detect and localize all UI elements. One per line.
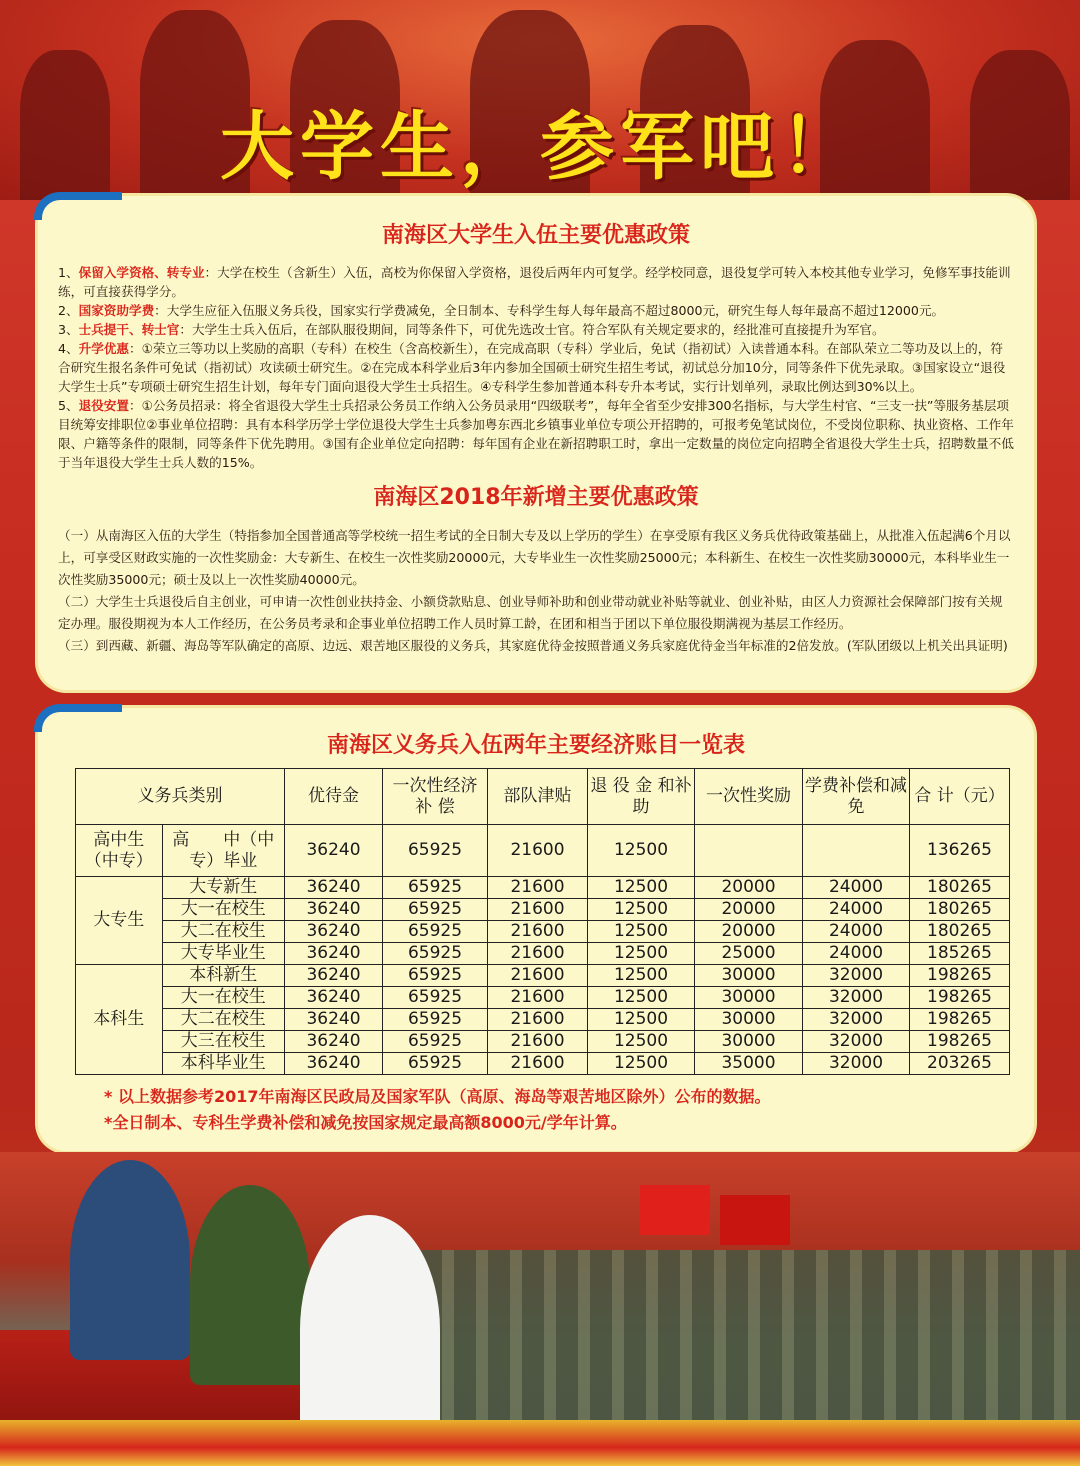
value-cell: 25000 bbox=[695, 943, 803, 965]
value-cell: 21600 bbox=[488, 1031, 588, 1053]
value-cell: 32000 bbox=[803, 987, 910, 1009]
value-cell: 21600 bbox=[488, 877, 588, 899]
value-cell bbox=[695, 825, 803, 877]
value-cell: 12500 bbox=[588, 987, 695, 1009]
value-cell: 65925 bbox=[383, 987, 488, 1009]
value-cell: 12500 bbox=[588, 825, 695, 877]
navy-soldier-image bbox=[300, 1215, 440, 1445]
value-cell: 36240 bbox=[285, 1009, 383, 1031]
value-cell: 65925 bbox=[383, 1031, 488, 1053]
item-text: ：大学生应征入伍服义务兵役，国家实行学费减免，全日制本、专科学生每人每年最高不超过8000元，研究生每人每年最高不超过12000元。 bbox=[154, 303, 945, 318]
subcategory-cell: 大一在校生 bbox=[162, 899, 285, 921]
value-cell: 12500 bbox=[588, 899, 695, 921]
airforce-soldier-image bbox=[70, 1160, 190, 1360]
economic-table bbox=[75, 768, 1010, 1075]
value-cell: 32000 bbox=[803, 1031, 910, 1053]
column-header: 部队津贴 bbox=[488, 769, 588, 825]
value-cell: 65925 bbox=[383, 899, 488, 921]
value-cell: 65925 bbox=[383, 921, 488, 943]
table-note-2: *全日制本、专科生学费补偿和减免按国家规定最高额8000元/学年计算。 bbox=[104, 1113, 627, 1132]
value-cell: 12500 bbox=[588, 877, 695, 899]
policy-item bbox=[58, 301, 1014, 320]
table-note-1: * 以上数据参考2017年南海区民政局及国家军队（高原、海岛等艰苦地区除外）公布的数据。 bbox=[104, 1087, 771, 1106]
column-header: 退 役 金 和补助 bbox=[588, 769, 695, 825]
subcategory-cell: 大专毕业生 bbox=[162, 943, 285, 965]
policy-item bbox=[58, 263, 1014, 301]
table-row bbox=[76, 965, 1010, 987]
value-cell: 12500 bbox=[588, 1031, 695, 1053]
table-row bbox=[76, 943, 1010, 965]
value-cell: 24000 bbox=[803, 899, 910, 921]
column-header: 学费补偿和减 免 bbox=[803, 769, 910, 825]
column-header: 一次性经济补 偿 bbox=[383, 769, 488, 825]
value-cell: 12500 bbox=[588, 943, 695, 965]
value-cell: 198265 bbox=[910, 965, 1010, 987]
item-key: 保留入学资格、转专业 bbox=[78, 265, 205, 280]
table-row bbox=[76, 899, 1010, 921]
value-cell: 180265 bbox=[910, 899, 1010, 921]
value-cell: 36240 bbox=[285, 1031, 383, 1053]
value-cell: 65925 bbox=[383, 877, 488, 899]
subcategory-cell: 本科毕业生 bbox=[162, 1053, 285, 1075]
value-cell: 21600 bbox=[488, 943, 588, 965]
value-cell: 30000 bbox=[695, 1031, 803, 1053]
value-cell: 32000 bbox=[803, 1009, 910, 1031]
item-text: ：①荣立三等功以上奖励的高职（专科）在校生（含高校新生），在完成高职（专科）学业后，免试（指初试）入读普通本科。在部队荣立二等功及以上的，符合研究生报名条件可免试（指初试）攻读硕士研究生。②在完成本科学业后3年内参加全国硕士研究生招生考试，初试总分加10分，同等条件下优先录取。③国家设立“退役大学生士兵”专项硕士研究生招生计划，每年专门面向退役大学生士兵招生。④专科学生参加普通本科专升本考试，实行计划单列，录取比例达到30%以上。 bbox=[58, 341, 1006, 394]
table-row bbox=[76, 987, 1010, 1009]
value-cell: 24000 bbox=[803, 943, 910, 965]
value-cell: 198265 bbox=[910, 987, 1010, 1009]
section2-heading: 南海区2018年新增主要优惠政策 bbox=[373, 485, 699, 510]
value-cell: 36240 bbox=[285, 825, 383, 877]
value-cell: 21600 bbox=[488, 1053, 588, 1075]
value-cell: 20000 bbox=[695, 877, 803, 899]
item-number: 4、 bbox=[58, 341, 79, 356]
value-cell: 12500 bbox=[588, 1009, 695, 1031]
table-header-row bbox=[76, 769, 1010, 825]
value-cell: 20000 bbox=[695, 899, 803, 921]
value-cell: 180265 bbox=[910, 921, 1010, 943]
subcategory-cell: 高 中（中专）毕业 bbox=[162, 825, 285, 877]
value-cell: 65925 bbox=[383, 965, 488, 987]
section2-list bbox=[38, 525, 1034, 657]
value-cell: 65925 bbox=[383, 1009, 488, 1031]
new-policy-item: （三）到西藏、新疆、海岛等军队确定的高原、边远、艰苦地区服役的义务兵，其家庭优待金按照普通义务兵家庭优待金当年标准的2倍发放。(军队团级以上机关出具证明) bbox=[58, 638, 1008, 653]
subcategory-cell: 大二在校生 bbox=[162, 1009, 285, 1031]
item-key: 士兵提干、转士官 bbox=[78, 322, 180, 337]
table-row bbox=[76, 877, 1010, 899]
party-flag bbox=[720, 1195, 790, 1245]
subcategory-cell: 大一在校生 bbox=[162, 987, 285, 1009]
value-cell: 32000 bbox=[803, 1053, 910, 1075]
section1-list bbox=[38, 263, 1034, 472]
value-cell: 36240 bbox=[285, 921, 383, 943]
value-cell: 30000 bbox=[695, 1009, 803, 1031]
army-soldier-image bbox=[190, 1185, 310, 1385]
table-row bbox=[76, 1053, 1010, 1075]
policy-item bbox=[58, 320, 1014, 339]
new-policy-item: （一）从南海区入伍的大学生（特指参加全国普通高等学校统一招生考试的全日制大专及以上学历的学生）在享受原有我区义务兵优待政策基础上，从批准入伍起满6个月以上，可享受区财政实施的一次性奖励金：大专新生、在校生一次性奖励20000元，大专毕业生一次性奖励25000元；本科新生、在校生一次性奖励30000元，本科毕业生一次性奖励35000元；硕士及以上一次性奖励40000元。 bbox=[58, 528, 1011, 587]
value-cell: 36240 bbox=[285, 1053, 383, 1075]
section1-heading: 南海区大学生入伍主要优惠政策 bbox=[381, 223, 690, 248]
value-cell: 36240 bbox=[285, 987, 383, 1009]
value-cell: 185265 bbox=[910, 943, 1010, 965]
column-header: 优待金 bbox=[285, 769, 383, 825]
item-number: 2、 bbox=[58, 303, 79, 318]
item-key: 国家资助学费 bbox=[78, 303, 155, 318]
value-cell: 32000 bbox=[803, 965, 910, 987]
new-policy-item: （二）大学生士兵退役后自主创业，可申请一次性创业扶持金、小额贷款贴息、创业导师补助和创业带动就业补贴等就业、创业补贴，由区人力资源社会保障部门按有关规定办理。服役期视为本人工作经历，在公务员考录和企事业单位招聘工作人员时算工龄，在团和相当于团以下单位服役期满视为基层工作经历。 bbox=[58, 594, 1003, 631]
value-cell: 21600 bbox=[488, 1009, 588, 1031]
flag bbox=[640, 1185, 710, 1235]
value-cell bbox=[803, 825, 910, 877]
value-cell: 20000 bbox=[695, 921, 803, 943]
value-cell: 21600 bbox=[488, 825, 588, 877]
value-cell: 36240 bbox=[285, 965, 383, 987]
item-text: ：①公务员招录：将全省退役大学生士兵招录公务员工作纳入公务员录用“四级联考”，每年全省至少安排300名指标，与大学生村官、“三支一扶”等服务基层项目统筹安排职位②事业单位招聘：具有本科学历学士学位退役大学生士兵参加粤东西北乡镇事业单位专项公开招聘的，可报考免笔试岗位，不受岗位职称、执业资格、工作年限、户籍等条件的限制，同等条件下优先聘用。③国有企业单位定向招聘：每年国有企业在新招聘职工时，拿出一定数量的岗位定向招聘全省退役大学生士兵，招聘数量不低于当年退役大学生士兵人数的15%。 bbox=[58, 398, 1014, 470]
table-row bbox=[76, 1031, 1010, 1053]
value-cell: 12500 bbox=[588, 921, 695, 943]
category-cell: 本科生 bbox=[76, 965, 163, 1075]
value-cell: 203265 bbox=[910, 1053, 1010, 1075]
item-text: ：大学生士兵入伍后，在部队服役期间，同等条件下，可优先选改士官。符合军队有关规定要求的，经批准可直接提升为军官。 bbox=[179, 322, 885, 337]
item-key: 升学优惠 bbox=[78, 341, 129, 356]
value-cell: 21600 bbox=[488, 987, 588, 1009]
subcategory-cell: 大二在校生 bbox=[162, 921, 285, 943]
value-cell: 35000 bbox=[695, 1053, 803, 1075]
column-header: 合 计（元） bbox=[910, 769, 1010, 825]
subcategory-cell: 大三在校生 bbox=[162, 1031, 285, 1053]
category-cell: 大专生 bbox=[76, 877, 163, 965]
value-cell: 24000 bbox=[803, 877, 910, 899]
item-number: 5、 bbox=[58, 398, 79, 413]
item-number: 1、 bbox=[58, 265, 79, 280]
table-heading: 南海区义务兵入伍两年主要经济账目一览表 bbox=[326, 733, 745, 758]
category-cell: 高中生（中专） bbox=[76, 825, 163, 877]
value-cell: 30000 bbox=[695, 987, 803, 1009]
bottom-ribbon bbox=[0, 1420, 1080, 1466]
value-cell: 136265 bbox=[910, 825, 1010, 877]
parade-troops-image bbox=[420, 1250, 1080, 1430]
value-cell: 65925 bbox=[383, 943, 488, 965]
value-cell: 180265 bbox=[910, 877, 1010, 899]
policy-panel bbox=[38, 196, 1034, 690]
table-panel bbox=[38, 708, 1034, 1151]
value-cell: 21600 bbox=[488, 965, 588, 987]
value-cell: 36240 bbox=[285, 877, 383, 899]
table-row bbox=[76, 825, 1010, 877]
value-cell: 65925 bbox=[383, 1053, 488, 1075]
value-cell: 198265 bbox=[910, 1009, 1010, 1031]
item-text: ：大学在校生（含新生）入伍，高校为你保留入学资格，退役后两年内可复学。经学校同意，退役复学可转入本校其他专业学习，免修军事技能训练，可直接获得学分。 bbox=[58, 265, 1011, 299]
value-cell: 198265 bbox=[910, 1031, 1010, 1053]
policy-item bbox=[58, 339, 1014, 396]
column-header: 义务兵类别 bbox=[76, 769, 285, 825]
value-cell: 36240 bbox=[285, 943, 383, 965]
value-cell: 21600 bbox=[488, 921, 588, 943]
column-header: 一次性奖励 bbox=[695, 769, 803, 825]
value-cell: 36240 bbox=[285, 899, 383, 921]
value-cell: 30000 bbox=[695, 965, 803, 987]
value-cell: 65925 bbox=[383, 825, 488, 877]
value-cell: 12500 bbox=[588, 965, 695, 987]
table-row bbox=[76, 921, 1010, 943]
item-number: 3、 bbox=[58, 322, 79, 337]
value-cell: 24000 bbox=[803, 921, 910, 943]
subcategory-cell: 本科新生 bbox=[162, 965, 285, 987]
item-key: 退役安置 bbox=[78, 398, 129, 413]
table-row bbox=[76, 1009, 1010, 1031]
value-cell: 21600 bbox=[488, 899, 588, 921]
value-cell: 12500 bbox=[588, 1053, 695, 1075]
policy-item bbox=[58, 396, 1014, 472]
poster-title: 大学生，参军吧！ bbox=[220, 104, 860, 190]
subcategory-cell: 大专新生 bbox=[162, 877, 285, 899]
